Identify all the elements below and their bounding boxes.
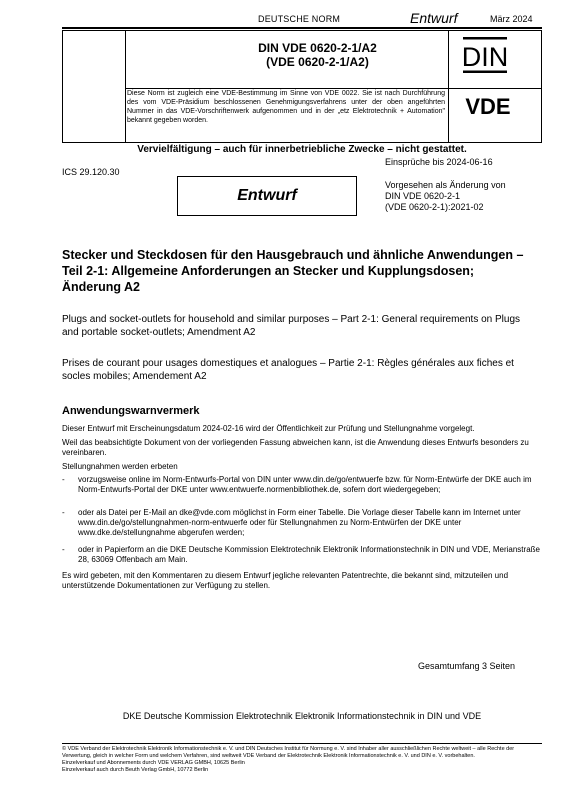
title-french: Prises de courant pour usages domestiques et analogues – Partie 2-1: Règles générales aux fiches et socles mobiles; Amendement A2 [62,358,514,382]
warning-paragraph-2: Weil das beabsichtigte Dokument von der vorliegenden Fassung abweichen kann, ist die Anwendung dieses Entwurfs besonders zu vereinbaren. [62,438,529,457]
list-item-text: oder in Papierform an die DKE Deutsche Kommission Elektrotechnik Elektronik Informationstechnik in DIN und VDE, Merianstraße 28, 63069 Offenbach am Main. [78,545,540,564]
footer-line-1: © VDE Verband der Elektrotechnik Elektronik Informationstechnik e. V. und DIN Deutsches Institut für Normung e. V. sind Inhaber aller ausschließlichen Rechte weltweit – alle Rechte der Verwertung, gleich in welcher Form und welchem Verfahren, sind weltweit VDE Verband der Elektrotechnik Elektronik Informationstechnik e. V. und DIN e. V. vorbehalten. [62,746,515,759]
din-logo [462,36,508,74]
list-item [62,545,542,565]
bullet-dash: - [62,475,65,484]
vde-logo-text: VDE [465,94,511,119]
warning-heading: Anwendungswarnvermerk [62,405,200,417]
header-norm-label: DEUTSCHE NORM [258,14,341,24]
copy-notice: Vervielfältigung – auch für innerbetriebliche Zwecke – nicht gestattet. [137,144,467,155]
vde-logo [452,93,524,119]
publisher-line: DKE Deutsche Kommission Elektrotechnik Elektronik Informationstechnik in DIN und VDE [122,711,482,721]
objection-deadline: Einsprüche bis 2024-06-16 [385,157,493,167]
warning-paragraph-3: Stellungnahmen werden erbeten [62,462,178,471]
bullet-dash: - [62,508,65,517]
top-rule [62,27,542,29]
din-logo-text: DIN [462,42,508,72]
vde-notice: Diese Norm ist zugleich eine VDE-Bestimmung im Sinne von VDE 0022. Sie ist nach Durchführung des vom VDE-Präsidium beschlossenen Genehmigungsverfahrens unter der oben angeführten Nummer in das VDE-Vorschriftenwerk aufgenommen und in der „etz Elektrotechnik + Automation" bekannt gegeben worden. [127,90,445,124]
total-pages: Gesamtumfang 3 Seiten [418,661,516,671]
header-date: März 2024 [490,14,533,24]
document-number: DIN VDE 0620-2-1/A2 [258,41,377,55]
warning-closing: Es wird gebeten, mit den Kommentaren zu diesem Entwurf jegliche relevanten Patentrechte, die bekannt sind, mitzuteilen und unterstützende Dokumentationen zur Verfügung zu stellen. [62,571,509,590]
header-draft-label: Entwurf [410,10,458,26]
draft-box [177,176,357,216]
replaces-line-3: (VDE 0620-2-1):2021-02 [385,202,484,212]
copyright-footer [62,746,542,774]
replaces-note [385,180,506,213]
replaces-line-2: DIN VDE 0620-2-1 [385,191,461,201]
ics-code: ICS 29.120.30 [62,167,120,177]
title-english: Plugs and socket-outlets for household and similar purposes – Part 2-1: General requirements on Plugs and portable socket-outlets; Amendment A2 [62,314,521,338]
replaces-line-1: Vorgesehen als Änderung von [385,180,506,190]
list-item [62,508,542,538]
list-item [62,475,542,495]
list-item-text: oder als Datei per E-Mail an dke@vde.com möglichst in Form einer Tabelle. Die Vorlage dieser Tabelle kann im Internet unter www.din.de/go/stellungnahmen-norm-entwuerfe oder für Stellungnahmen zu Norm-Entwürfen der DKE unter www.dke.de/stellungnahme abgerufen werden; [78,508,521,537]
bullet-dash: - [62,545,65,554]
document-number-alt: (VDE 0620-2-1/A2) [266,55,369,69]
title-german: Stecker und Steckdosen für den Hausgebrauch und ähnliche Anwendungen – Teil 2-1: Allgemeine Anforderungen an Stecker und Kupplungsdosen; Änderung A2 [62,248,524,294]
bottom-rule [62,743,542,744]
footer-line-3: Einzelverkauf auch durch Beuth Verlag GmbH, 10772 Berlin [62,767,209,773]
footer-line-2: Einzelverkauf und Abonnements durch VDE VERLAG GMBH, 10625 Berlin [62,760,245,766]
draft-box-label: Entwurf [237,187,297,204]
list-item-text: vorzugsweise online im Norm-Entwurfs-Portal von DIN unter www.din.de/go/entwuerfe bzw. für Norm-Entwürfe der DKE auch im Norm-Entwurfs-Portal der DKE unter www.entwuerfe.normenbibliothek.de, sofern dort wiedergegeben; [78,475,532,494]
warning-paragraph-1: Dieser Entwurf mit Erscheinungsdatum 2024-02-16 wird der Öffentlichkeit zur Prüfung und Stellungnahme vorgelegt. [62,424,475,433]
